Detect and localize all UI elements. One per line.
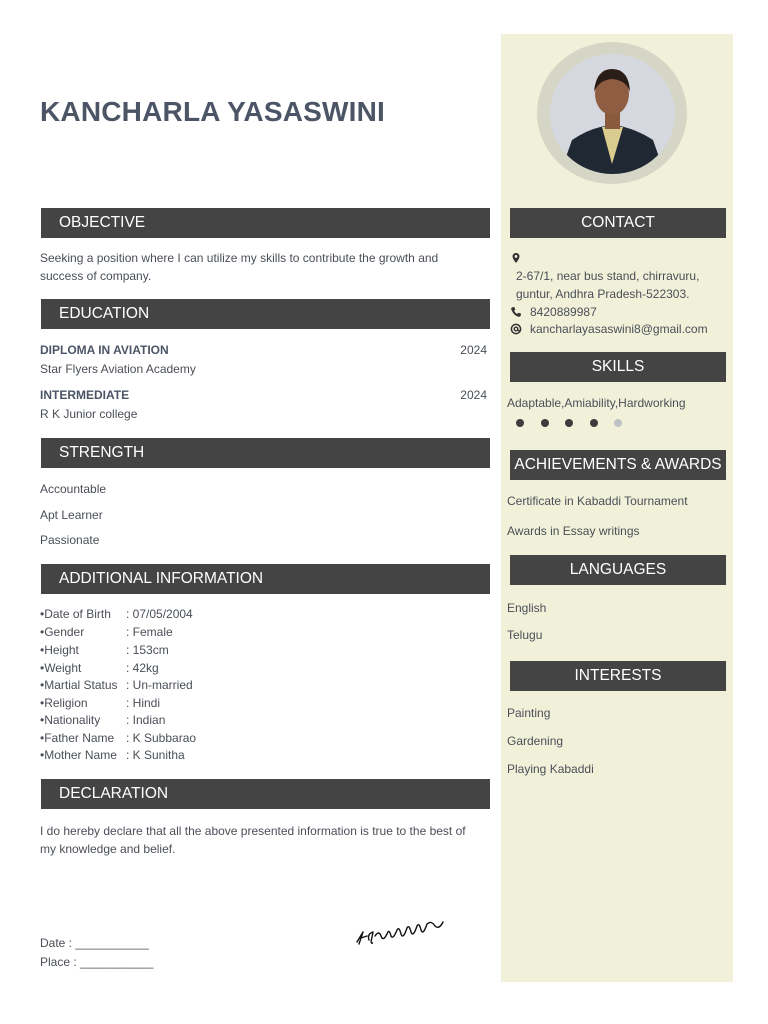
- additional-info-header: ADDITIONAL INFORMATION: [41, 564, 490, 594]
- info-row: [40, 729, 196, 747]
- info-row: [40, 641, 169, 659]
- info-row: [40, 746, 185, 764]
- contact-header: CONTACT: [510, 208, 726, 238]
- education-header: EDUCATION: [41, 299, 490, 329]
- email-address: kancharlayasaswini8@gmail.com: [530, 322, 708, 336]
- info-row: [40, 676, 193, 694]
- info-value: : Un-married: [126, 678, 193, 692]
- info-row: [40, 711, 165, 729]
- objective-line-2: success of company.: [40, 269, 152, 283]
- info-row: [40, 623, 173, 641]
- declaration-line-2: my knowledge and belief.: [40, 842, 176, 856]
- education-year: 2024: [460, 388, 487, 402]
- info-row: [40, 694, 160, 712]
- info-value: : K Sunitha: [126, 748, 185, 762]
- declaration-line-1: I do hereby declare that all the above presented information is true to the best of: [40, 824, 466, 838]
- info-row: [40, 605, 193, 623]
- education-degree: DIPLOMA IN AVIATION: [40, 343, 169, 357]
- interest-item: Painting: [507, 706, 551, 720]
- signature: [355, 912, 445, 957]
- achievement-item: Awards in Essay writings: [507, 524, 640, 538]
- info-value: : 42kg: [126, 661, 159, 675]
- info-value: : K Subbarao: [126, 731, 197, 745]
- strength-header: STRENGTH: [41, 438, 490, 468]
- info-label: •Weight: [40, 661, 82, 675]
- strength-item: Apt Learner: [40, 508, 103, 522]
- info-label: •Father Name: [40, 731, 115, 745]
- skill-dot: [541, 419, 549, 427]
- education-institution: Star Flyers Aviation Academy: [40, 362, 196, 376]
- info-label: •Martial Status: [40, 678, 118, 692]
- address-line-2: guntur, Andhra Pradesh-522303.: [516, 287, 690, 301]
- address-line-1: 2-67/1, near bus stand, chirravuru,: [516, 269, 700, 283]
- phone-number: 8420889987: [530, 305, 597, 319]
- info-value: : Female: [126, 625, 173, 639]
- declaration-header: DECLARATION: [41, 779, 490, 809]
- info-value: : Hindi: [126, 696, 161, 710]
- interest-item: Playing Kabaddi: [507, 762, 594, 776]
- achievements-header: ACHIEVEMENTS & AWARDS: [510, 450, 726, 480]
- info-label: •Date of Birth: [40, 607, 111, 621]
- skill-dot: [590, 419, 598, 427]
- info-row: [40, 659, 159, 677]
- date-field: Date : ___________: [40, 936, 149, 950]
- education-degree: INTERMEDIATE: [40, 388, 130, 402]
- info-label: •Religion: [40, 696, 88, 710]
- strength-item: Passionate: [40, 533, 100, 547]
- info-value: : 153cm: [126, 643, 169, 657]
- info-label: •Mother Name: [40, 748, 117, 762]
- education-year: 2024: [460, 343, 487, 357]
- phone-icon: [510, 305, 522, 323]
- language-item: English: [507, 601, 547, 615]
- achievement-item: Certificate in Kabaddi Tournament: [507, 494, 688, 508]
- skill-dot: [565, 419, 573, 427]
- skills-text: Adaptable,Amiability,Hardworking: [507, 396, 686, 410]
- languages-header: LANGUAGES: [510, 555, 726, 585]
- email-icon: [510, 322, 522, 340]
- profile-photo: [550, 54, 675, 174]
- skill-dot: [516, 419, 524, 427]
- interests-header: INTERESTS: [510, 661, 726, 691]
- info-label: •Height: [40, 643, 79, 657]
- page-title: KANCHARLA YASASWINI: [40, 96, 386, 127]
- skill-dot: [614, 419, 622, 427]
- interest-item: Gardening: [507, 734, 564, 748]
- skills-header: SKILLS: [510, 352, 726, 382]
- education-institution: R K Junior college: [40, 407, 138, 421]
- language-item: Telugu: [507, 628, 543, 642]
- strength-item: Accountable: [40, 482, 107, 496]
- info-value: : 07/05/2004: [126, 607, 193, 621]
- info-label: •Gender: [40, 625, 85, 639]
- info-value: : Indian: [126, 713, 166, 727]
- objective-line-1: Seeking a position where I can utilize my skills to contribute the growth and: [40, 251, 439, 265]
- objective-header: OBJECTIVE: [41, 208, 490, 238]
- info-label: •Nationality: [40, 713, 101, 727]
- place-field: Place : ___________: [40, 955, 154, 969]
